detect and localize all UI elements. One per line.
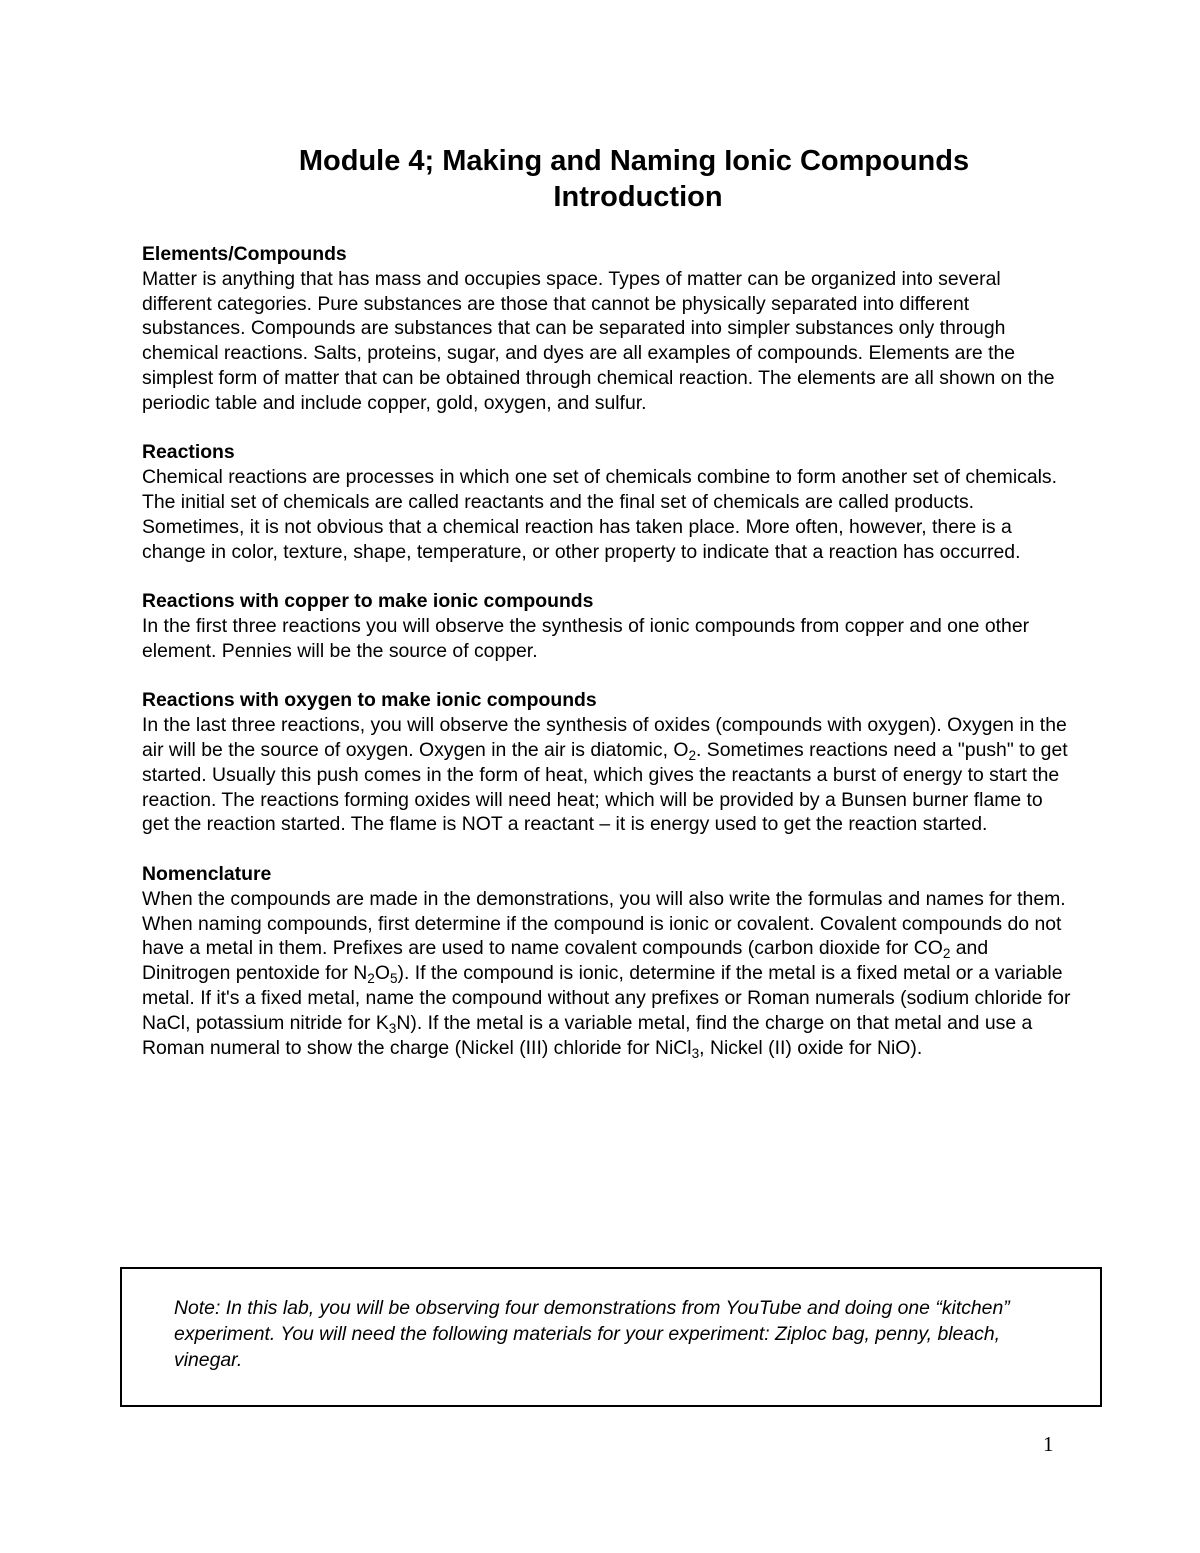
paragraph-text: N). If the metal is a variable metal, find the charge on that metal and use a Roman numeral to show the charge (Nickel (III) chloride for NiCl — [142, 1011, 1033, 1059]
paragraph-text: , Nickel (II) oxide for NiO). — [699, 1036, 923, 1059]
subscript: 3 — [388, 1020, 397, 1036]
section-paragraph — [142, 887, 1072, 1061]
page-number: 1 — [1043, 1432, 1054, 1456]
section-heading: Nomenclature — [142, 862, 272, 885]
subscript: 2 — [367, 971, 375, 987]
section-paragraph — [142, 713, 1072, 837]
paragraph-text: . Sometimes reactions need a "push" to get started. Usually this push comes in the form of heat, which gives the reactants a burst of energy to start the reaction. The reactions forming oxides will need heat; which will be provided by a Bunsen burner flame to get the reaction started. The flame is NOT a reactant – it is energy used to get the reaction started. — [142, 738, 1068, 836]
document-body — [142, 242, 1072, 1085]
section-paragraph: Matter is anything that has mass and occupies space. Types of matter can be organized into several different categories. Pure substances are those that cannot be physically separated into different substances. Compounds are substances that can be separated into simpler substances only through chemical reactions. Salts, proteins, sugar, and dyes are all examples of compounds. Elements are the simplest form of matter that can be obtained through chemical reaction. The elements are all shown on the periodic table and include copper, gold, oxygen, and sulfur. — [142, 267, 1055, 414]
section-paragraph: Chemical reactions are processes in which one set of chemicals combine to form another set of chemicals. The initial set of chemicals are called reactants and the final set of chemicals are called products. Sometimes, it is not obvious that a chemical reaction has taken place. More often, however, there is a change in color, texture, shape, temperature, or other property to indicate that a reaction has occurred. — [142, 466, 1058, 563]
section-heading: Reactions with oxygen to make ionic compounds — [142, 689, 597, 712]
subscript: 2 — [688, 747, 696, 763]
subscript: 2 — [942, 946, 951, 962]
section-heading: Elements/Compounds — [142, 243, 347, 265]
paragraph-text: and Dinitrogen pentoxide for N — [142, 937, 989, 985]
section-heading: Reactions — [142, 441, 235, 464]
paragraph-text: When the compounds are made in the demonstrations, you will also write the formulas and names for them. When naming compounds, first determine if the compound is ionic or covalent. Covalent compounds do not have a metal in them. Prefixes are used to name covalent compounds (carbon dioxide for CO — [142, 887, 1066, 960]
subscript: 5 — [389, 971, 398, 987]
section-heading: Reactions with copper to make ionic compounds — [142, 590, 594, 613]
section-oxygen-reactions — [142, 688, 1072, 837]
page-subtitle: Introduction — [553, 181, 723, 213]
paragraph-text: O — [374, 962, 390, 985]
paragraph-text: In the last three reactions, you will observe the synthesis of oxides (compounds with oxygen). Oxygen in the air will be the source of oxygen. Oxygen in the air is diatomic, O — [142, 714, 1067, 761]
section-copper-reactions — [142, 589, 1072, 663]
note-box — [120, 1267, 1102, 1407]
page-title: Module 4; Making and Naming Ionic Compounds — [298, 145, 970, 177]
section-reactions — [142, 440, 1072, 564]
note-text: Note: In this lab, you will be observing four demonstrations from YouTube and doing one “kitchen” experiment. You will need the following materials for your experiment: Ziploc bag, penny, bleach, vinegar. — [174, 1297, 1010, 1371]
section-paragraph: In the first three reactions you will observe the synthesis of ionic compounds from copper and one other element. Pennies will be the source of copper. — [142, 614, 1030, 662]
paragraph-text: ). If the compound is ionic, determine if the metal is a fixed metal or a variable metal. If it's a fixed metal, name the compound without any prefixes or Roman numerals (sodium chloride for NaCl, potassium nitride for K — [142, 962, 1071, 1034]
section-nomenclature — [142, 862, 1072, 1060]
subscript: 3 — [691, 1045, 700, 1061]
section-elements-compounds — [142, 242, 1072, 416]
